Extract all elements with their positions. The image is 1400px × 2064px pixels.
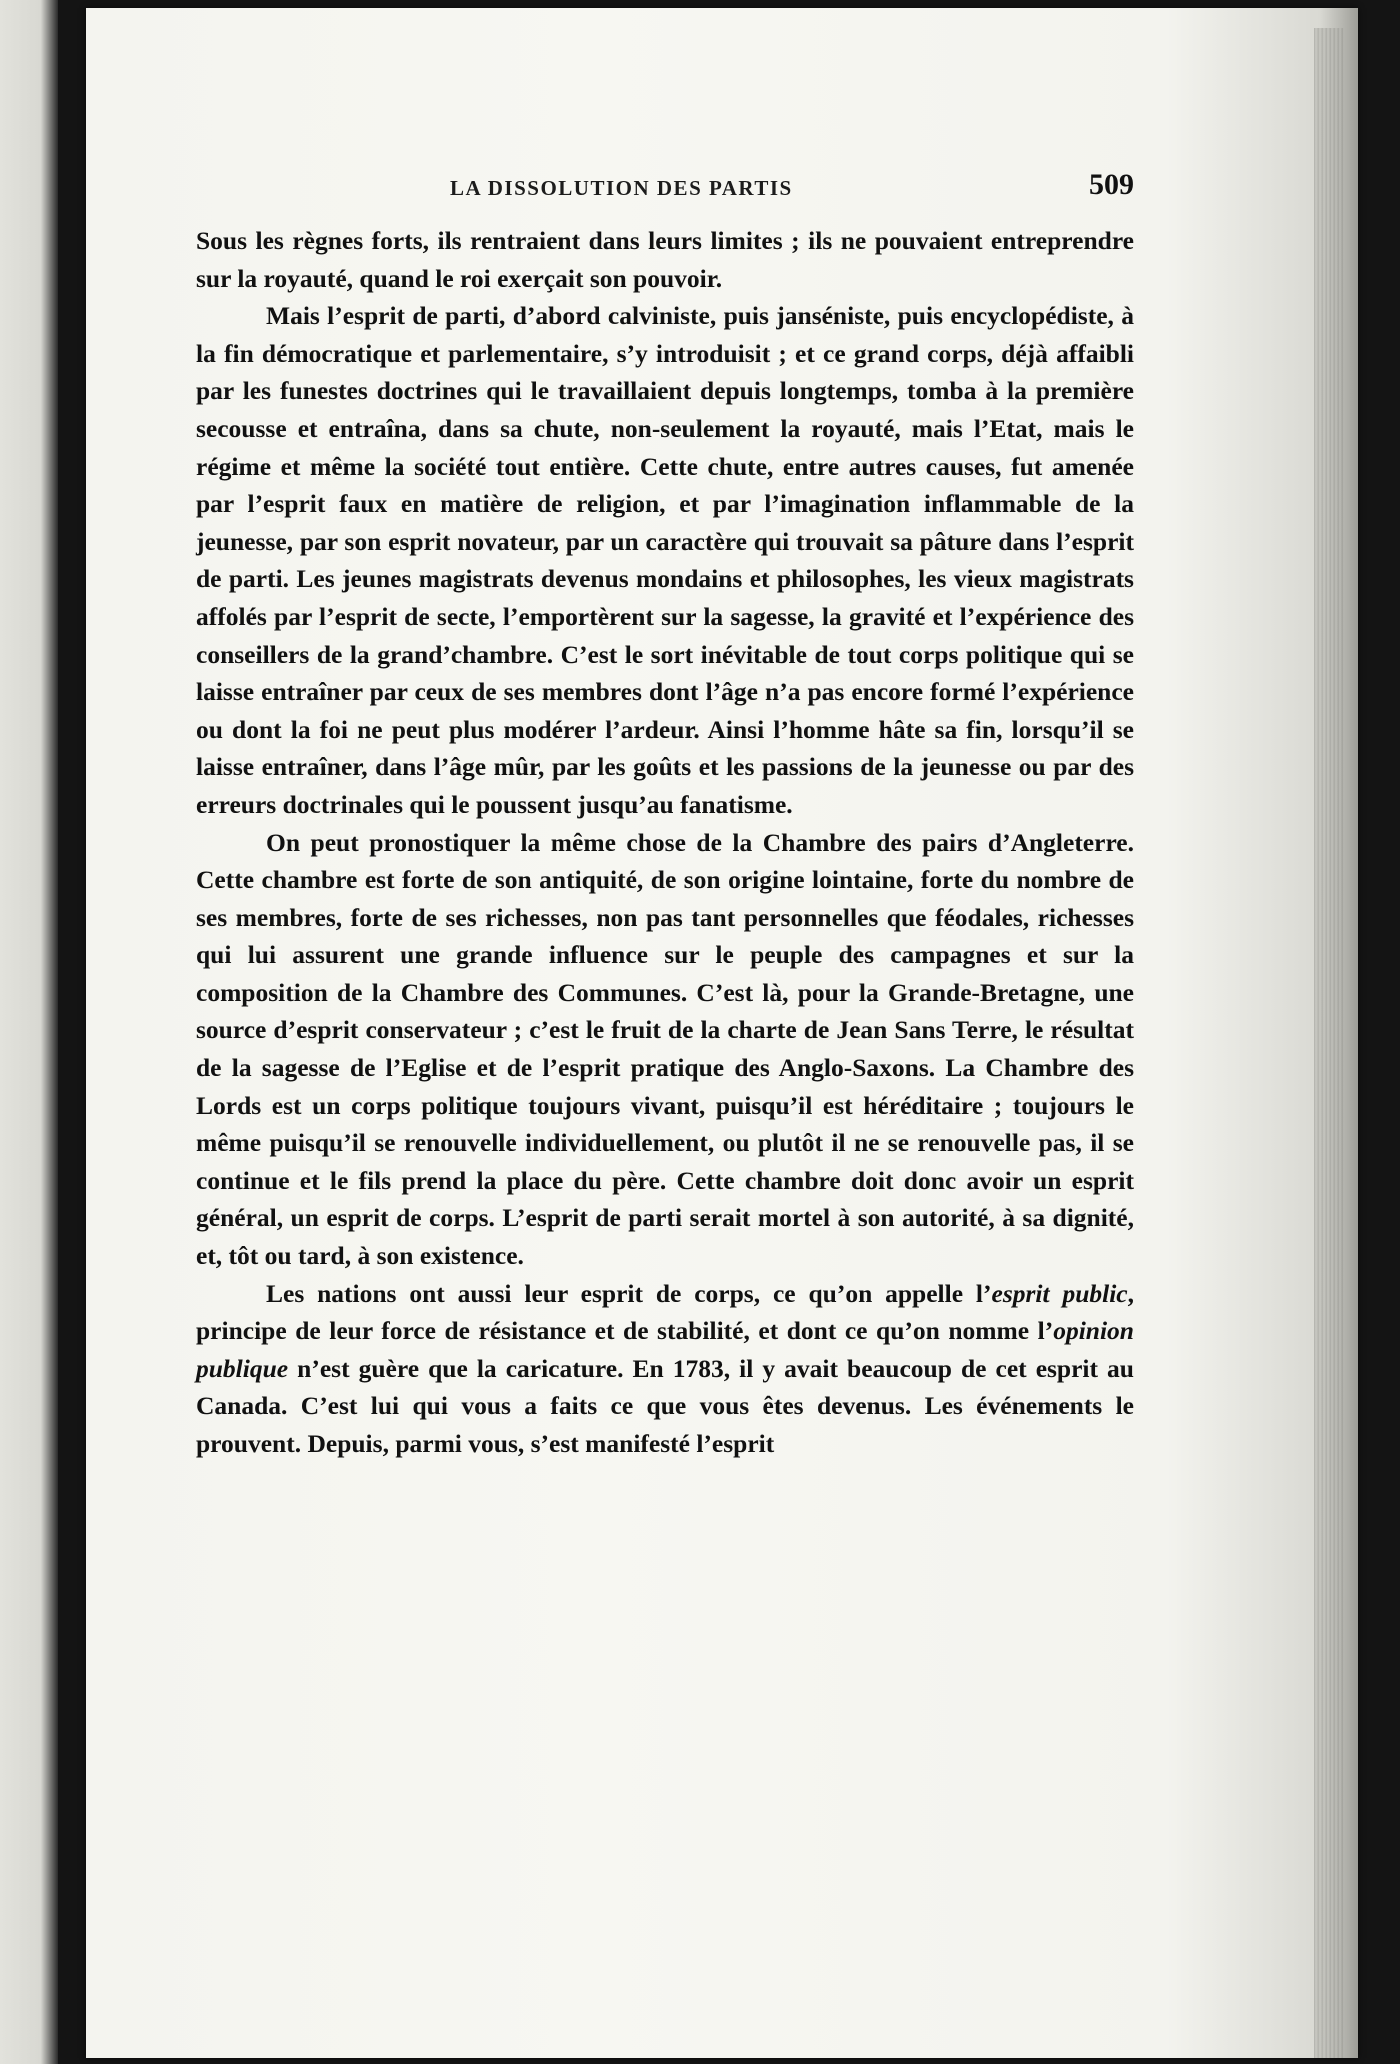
paragraph-4-part-1: Les nations ont aussi leur esprit de corps, ce qu’on appelle l’ xyxy=(266,1278,992,1308)
paragraph-3: On peut pronostiquer la même chose de la Chambre des pairs d’Angleterre. Cette chambre est forte de son antiquité, de son origine lointaine, forte du nombre de ses membres, forte de ses richesses, non pas tant personnelles que féodales, richesses qui lui assurent une grande influence sur le peuple des campagnes et sur la composition de la Chambre des Communes. C’est là, pour la Grande-Bretagne, une source d’esprit conservateur ; c’est le fruit de la charte de Jean Sans Terre, le résultat de la sagesse de l’Eglise et de l’esprit pratique des Anglo-Saxons. La Chambre des Lords est un corps politique toujours vivant, puisqu’il est héréditaire ; toujours le même puisqu’il se renouvelle individuellement, ou plutôt il ne se renouvelle pas, il se continue et le fils prend la place du père. Cette chambre doit donc avoir un esprit général, un esprit de corps. L’esprit de parti serait mortel à son autorité, à sa dignité, et, tôt ou tard, à son existence. xyxy=(196,827,1134,1271)
paragraph-4-part-3: n’est guère que la caricature. En 1783, il y avait beaucoup de cet esprit au Canada. C’est lui qui vous a faits ce que vous êtes devenus. Les événements le prouvent. Depuis, parmi vous, s’est manifesté l’esprit xyxy=(196,1353,1134,1458)
previous-page-edge xyxy=(0,0,58,2064)
italic-esprit-public: esprit public xyxy=(991,1278,1128,1308)
page-stack-edge xyxy=(1314,28,1344,2058)
paragraph-2: Mais l’esprit de parti, d’abord calviniste, puis janséniste, puis encyclopédiste, à la fin démocratique et parlementaire, s’y introduisit ; et ce grand corps, déjà affaibli par les funestes doctrines qui le travaillaient depuis longtemps, tomba à la première secousse et entraîna, dans sa chute, non-seulement la royauté, mais l’Etat, mais le régime et même la société tout entière. Cette chute, entre autres causes, fut amenée par l’esprit faux en matière de religion, et par l’imagination inflammable de la jeunesse, par son esprit novateur, par un caractère qui trouvait sa pâture dans l’esprit de parti. Les jeunes magistrats devenus mondains et philosophes, les vieux magistrats affolés par l’esprit de secte, l’emportèrent sur la sagesse, la gravité et l’expérience des conseillers de la grand’chambre. C’est le sort inévitable de tout corps politique qui se laisse entraîner par ceux de ses membres dont l’âge n’a pas encore formé l’expérience ou dont la foi ne peut plus modérer l’ardeur. Ainsi l’homme hâte sa fin, lorsqu’il se laisse entraîner, dans l’âge mûr, par les goûts et les passions de la jeunesse ou par des erreurs doctrinales qui le poussent jusqu’au fanatisme. xyxy=(196,301,1134,819)
page-number: 509 xyxy=(1089,168,1134,201)
italic-opinion-publique: opinion publique xyxy=(196,1316,1134,1383)
page-header xyxy=(196,168,1134,208)
paragraph-1: Sous les règnes forts, ils rentraient dans leurs limites ; ils ne pouvaient entreprendre sur la royauté, quand le roi exerçait son pouvoir. xyxy=(196,226,1134,293)
paragraph-4 xyxy=(196,1275,1134,1463)
running-title: LA DISSOLUTION DES PARTIS xyxy=(450,176,793,200)
body-text xyxy=(196,222,1134,1463)
paragraph-4-part-2: , principe de leur force de résistance et de stabilité, et dont ce qu’on nomme l’ xyxy=(196,1278,1134,1346)
